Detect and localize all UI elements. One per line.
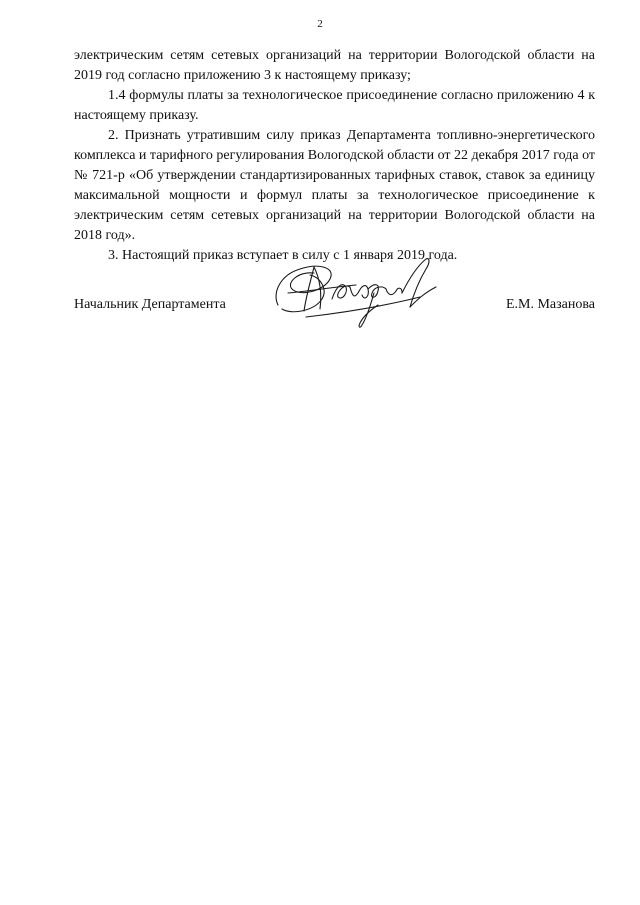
signer-title: Начальник Департамента (74, 297, 226, 312)
signature-block (74, 295, 595, 319)
page-number: 2 (317, 18, 323, 30)
paragraph-continuation: электрическим сетям сетевых организаций на территории Вологодской области на 2019 год согласно приложению 3 к настоящему приказу; (74, 48, 595, 83)
paragraph-item-1-4: 1.4 формулы платы за технологическое присоединение согласно приложению 4 к настоящему приказу. (74, 88, 595, 123)
handwritten-signature (270, 253, 446, 333)
signer-name: Е.М. Мазанова (505, 297, 595, 312)
paragraph-item-2: 2. Признать утратившим силу приказ Департамента топливно-энергетического комплекса и тарифного регулирования Вологодской области от 22 декабря 2017 года от № 721-р «Об утверждении стандартизированных тарифных ставок, ставок за единицу максимальной мощности и формул платы за технологическое присоединение к электрическим сетям сетевых организаций на территории Вологодской области на 2018 год». (74, 128, 596, 243)
document-body (74, 46, 595, 266)
paragraph-item-3: 3. Настоящий приказ вступает в силу с 1 января 2019 года. (108, 248, 458, 263)
